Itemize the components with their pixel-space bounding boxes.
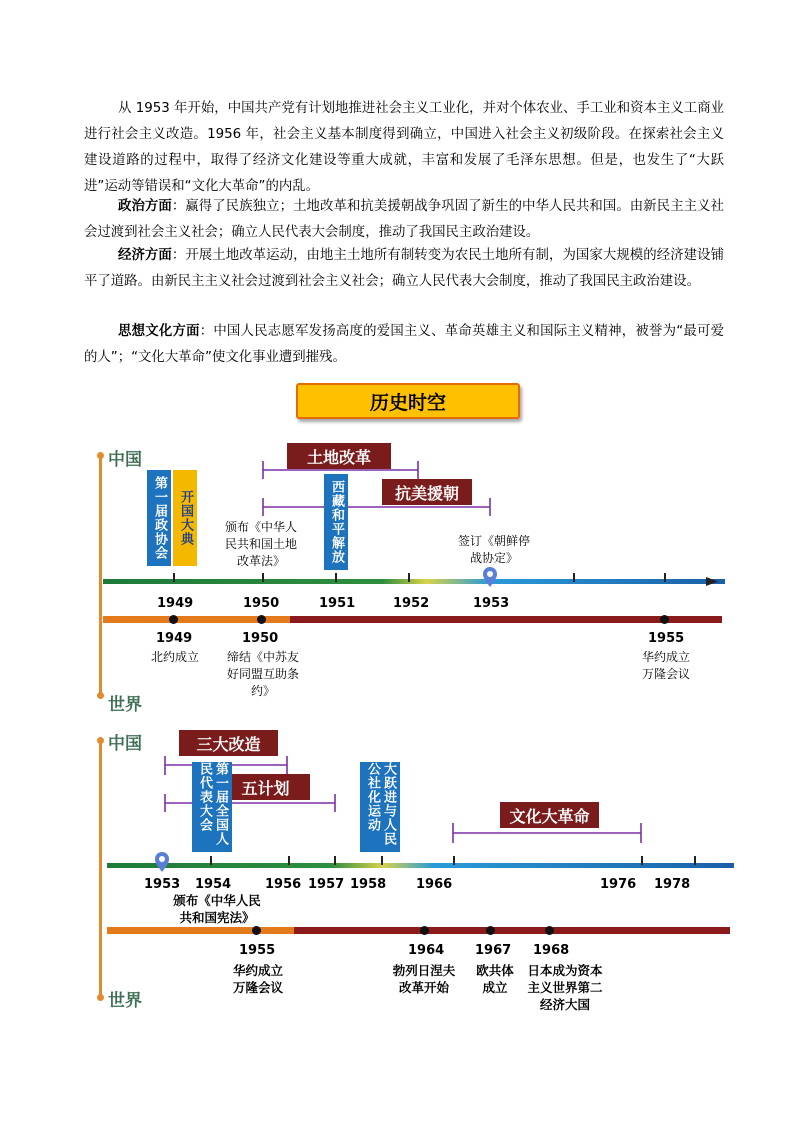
section-title: 历史时空 <box>296 383 520 419</box>
year-1951: 1951 <box>319 596 356 611</box>
timeline2-china-label: 中国 <box>108 734 142 754</box>
tick2-1976 <box>641 856 643 865</box>
world2-year-1968: 1968 <box>533 943 570 958</box>
tick2-1954 <box>210 856 212 865</box>
year2-1954: 1954 <box>195 877 232 892</box>
tick2-1966 <box>453 856 455 865</box>
armistice-note: 签订《朝鲜停战协定》 <box>457 534 530 565</box>
world2-year-1967: 1967 <box>475 943 512 958</box>
three-transformations-bar: 三大改造 <box>179 730 278 756</box>
economy-label: 经济方面 <box>118 248 172 263</box>
politics-paragraph: 政治方面：赢得了民族独立；土地改革和抗美援朝战争巩固了新生的中华人民共和国。由新民主主义社会过渡到社会主义社会；确立人民代表大会制度，推动了我国民主政治建设。 <box>84 199 724 240</box>
year2-1978: 1978 <box>654 877 691 892</box>
timeline1-world-label: 世界 <box>108 695 142 715</box>
timeline1-china-label: 中国 <box>108 450 142 470</box>
five-year-plan-bar: 五计划 <box>221 774 310 800</box>
politics-label: 政治方面 <box>118 199 172 214</box>
year2-1957: 1957 <box>308 877 345 892</box>
year-1950: 1950 <box>243 596 280 611</box>
cultural-revolution-bar: 文化大革命 <box>500 802 599 828</box>
world2-dot-1964 <box>420 926 429 935</box>
year2-1976: 1976 <box>600 877 637 892</box>
year-1949: 1949 <box>157 596 194 611</box>
tick2-1956 <box>288 856 290 865</box>
resist-us-aid-korea-bar: 抗美援朝 <box>382 479 472 505</box>
founding-ceremony-box: 开国大典 <box>173 470 197 566</box>
year-1953: 1953 <box>473 596 510 611</box>
year2-1956: 1956 <box>265 877 302 892</box>
great-leap-box: 大跃进与人民公社化运动 <box>360 762 400 852</box>
first-cppcc-box: 第一届政协会 <box>147 470 171 566</box>
world-year-1955: 1955 <box>648 631 685 646</box>
nato-note: 北约成立 <box>150 650 199 664</box>
tick2-1978 <box>694 856 696 865</box>
year2-1966: 1966 <box>416 877 453 892</box>
land-reform-law-note: 颁布《中华人民共和国土地改革法》 <box>224 520 297 568</box>
economy-paragraph: 经济方面：开展土地改革运动，由地主土地所有制转变为农民土地所有制，为国家大规模的经济建设铺平了道路。由新民主主义社会过渡到社会主义社会；确立人民代表大会制度，推动了我国民主政治建设。 <box>84 248 724 289</box>
warsaw-bandung-note-2: 华约成立 万隆会议 <box>232 963 283 995</box>
land-reform-bar: 土地改革 <box>287 443 391 469</box>
world2-year-1955: 1955 <box>239 943 276 958</box>
constitution-note: 颁布《中华人民共和国宪法》 <box>173 893 261 925</box>
world2-year-1964: 1964 <box>408 943 445 958</box>
brezhnev-reform-note: 勃列日涅夫 改革开始 <box>392 963 456 995</box>
world-year-1949: 1949 <box>156 631 193 646</box>
tick2-1958 <box>381 856 383 865</box>
ec-founded-note: 欧共体 成立 <box>476 963 514 995</box>
first-npc-box: 第一届全国人民代表大会 <box>192 762 232 852</box>
intro-paragraph: 从 1953 年开始，中国共产党有计划地推进社会主义工业化，并对个体农业、手工业和资本主义工商业进行社会主义改造。1956 年，社会主义基本制度得到确立，中国进入社会主义初级阶段。在探索社会主义建设道路的过程中，取得了经济文化建设等重大成就，丰富和发展了毛泽东思想。但是，也发生了“大跃进”运动等错误和“文化大革命”的内乱。 <box>84 101 724 194</box>
sino-soviet-treaty-note: 缔结《中苏友好同盟互助条约》 <box>226 650 299 698</box>
timeline2-axis-bottom-dot <box>97 994 104 1001</box>
culture-paragraph: 思想文化方面：中国人民志愿军发扬高度的爱国主义、革命英雄主义和国际主义精神，被誉为“最可爱的人”；“文化大革命”使文化事业遭到摧残。 <box>84 324 725 365</box>
japan-economy-note: 日本成为资本 主义世界第二 经济大国 <box>527 963 603 1012</box>
culture-label: 思想文化方面 <box>118 324 200 339</box>
world-year-1950: 1950 <box>242 631 279 646</box>
world2-dot-1955 <box>252 926 261 935</box>
tibet-liberation-box: 西藏和平解放 <box>324 474 348 570</box>
warsaw-bandung-note-1: 华约成立 万隆会议 <box>641 650 690 681</box>
year-1952: 1952 <box>393 596 430 611</box>
timeline2-world-label: 世界 <box>108 991 142 1011</box>
year2-1958: 1958 <box>350 877 387 892</box>
world2-dot-1968 <box>545 926 554 935</box>
year2-1953: 1953 <box>144 877 181 892</box>
tick2-1957 <box>334 856 336 865</box>
location-pin-icon-2 <box>153 851 171 873</box>
world2-dot-1967 <box>486 926 495 935</box>
